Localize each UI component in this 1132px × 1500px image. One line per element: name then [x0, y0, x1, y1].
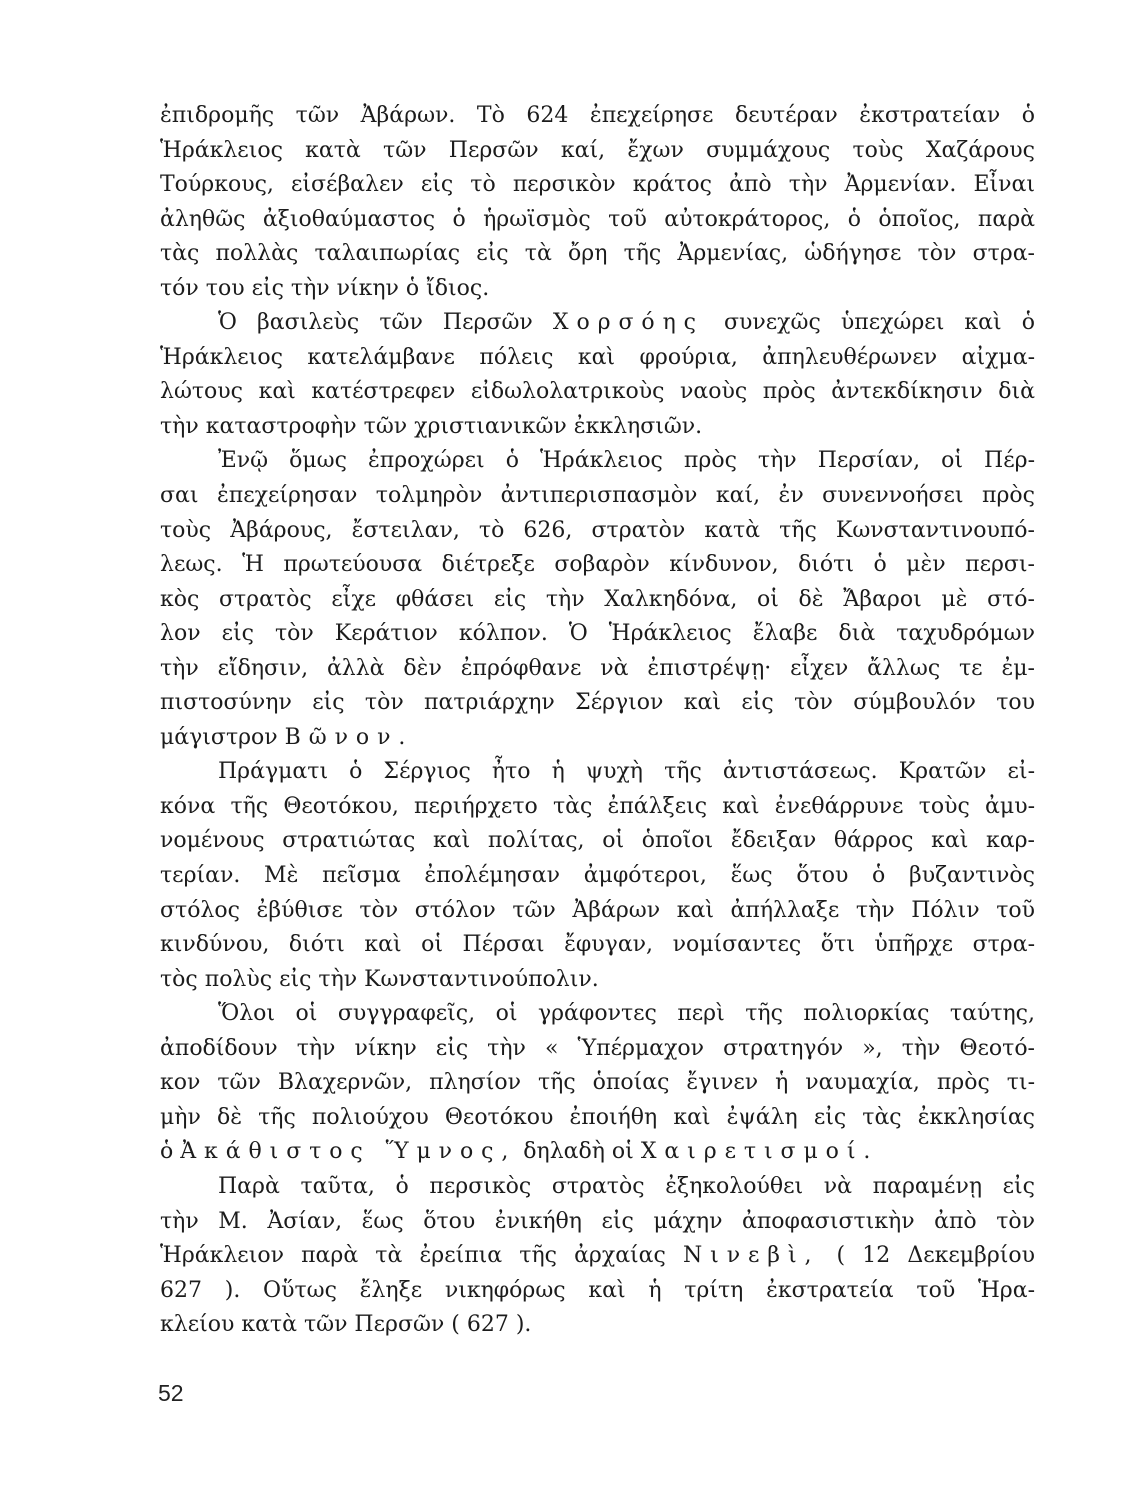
- paragraph: [160, 755, 1035, 997]
- text-line: [160, 410, 1035, 445]
- line-text: [160, 1239, 1035, 1274]
- text-line: [160, 894, 1035, 929]
- line-text: σαι ἐπεχείρησαν τολμηρὸν ἀντιπερισπασμὸν καί, ἐν συνεννοήσει πρὸς: [160, 483, 1035, 509]
- text-line: [160, 686, 1035, 721]
- text-line: [160, 617, 1035, 652]
- page-number: 52: [158, 1380, 184, 1406]
- line-text: 627 ). Οὕτως ἔληξε νικηφόρως καὶ ἡ τρίτη ἐκστρατεία τοῦ Ἡρα-: [160, 1277, 1035, 1303]
- line-text: [218, 306, 1035, 341]
- text-line: [160, 237, 1035, 272]
- line-text: Ἐνῷ ὅμως ἐπροχώρει ὁ Ἡράκλειος πρὸς τὴν Περσίαν, οἱ Πέρ-: [218, 448, 1035, 474]
- line-text: κινδύνου, διότι καὶ οἱ Πέρσαι ἔφυγαν, νομίσαντες ὅτι ὑπῆρχε στρα-: [160, 932, 1035, 958]
- text-line: [160, 721, 1035, 756]
- line-text: στόλος ἐβύθισε τὸν στόλον τῶν Ἀβάρων καὶ ἀπήλλαξε τὴν Πόλιν τοῦ: [160, 897, 1035, 923]
- line-text: Ἡράκλειος κατελάμβανε πόλεις καὶ φρούρια, ἀπηλευθέρωνεν αἰχμα-: [160, 344, 1035, 370]
- text-line: [160, 1239, 1035, 1274]
- text-line: [160, 1135, 1035, 1170]
- line-text: κόνα τῆς Θεοτόκου, περιήρχετο τὰς ἐπάλξεις καὶ ἐνεθάρρυνε τοὺς ἀμυ-: [160, 793, 1035, 819]
- letterspaced-word: Βῶνον.: [284, 724, 414, 750]
- line-text: τὴν εἴδησιν, ἀλλὰ δὲν ἐπρόφθανε νὰ ἐπιστρέψῃ· εἶχεν ἄλλως τε ἐμ-: [160, 655, 1035, 681]
- text-line: [160, 997, 1035, 1032]
- text-segment: δηλαδὴ οἱ: [516, 1139, 641, 1165]
- line-text: λον εἰς τὸν Κεράτιον κόλπον. Ὁ Ἡράκλειος ἔλαβε διὰ ταχυδρόμων: [160, 621, 1035, 647]
- letterspaced-word: Νινεβὶ,: [682, 1243, 820, 1269]
- text-line: [160, 963, 1035, 998]
- text-line: [160, 514, 1035, 549]
- letterspaced-word: Χορσόης: [552, 310, 704, 336]
- text-line: [160, 1066, 1035, 1101]
- text-line: [160, 1032, 1035, 1067]
- text-line: [160, 375, 1035, 410]
- line-text: κὸς στρατὸς εἶχε φθάσει εἰς τὴν Χαλκηδόνα, οἱ δὲ Ἄβαροι μὲ στό-: [160, 586, 1035, 612]
- text-line: [160, 755, 1035, 790]
- text-line: [160, 652, 1035, 687]
- line-text: Τούρκους, εἰσέβαλεν εἰς τὸ περσικὸν κράτος ἀπὸ τὴν Ἀρμενίαν. Εἶναι: [160, 172, 1035, 198]
- line-text: τερίαν. Μὲ πεῖσμα ἐπολέμησαν ἀμφότεροι, ἕως ὅτου ὁ βυζαντινὸς: [160, 863, 1035, 889]
- text-segment: Ὁ βασιλεὺς τῶν Περσῶν: [218, 310, 553, 336]
- text-line: [160, 168, 1035, 203]
- line-text: Ἡράκλειος κατὰ τῶν Περσῶν καί, ἔχων συμμάχους τοὺς Χαζάρους: [160, 137, 1035, 163]
- line-text: Ὅλοι οἱ συγγραφεῖς, οἱ γράφοντες περὶ τῆς πολιορκίας ταύτης,: [218, 1001, 1035, 1027]
- text-line: [160, 583, 1035, 618]
- line-text: μὴν δὲ τῆς πολιούχου Θεοτόκου ἐποιήθη καὶ ἐψάλη εἰς τὰς ἐκκλησίας: [160, 1104, 1035, 1130]
- line-text: τὸς πολὺς εἰς τὴν Κωνσταντινούπολιν.: [160, 966, 599, 992]
- text-line: [160, 1274, 1035, 1309]
- line-text: ἐπιδρομῆς τῶν Ἀβάρων. Τὸ 624 ἐπεχείρησε δευτέραν ἐκστρατείαν ὁ: [160, 103, 1035, 128]
- text-segment: Ἡράκλειον παρὰ τὰ ἐρείπια τῆς ἀρχαίας: [160, 1243, 683, 1269]
- line-text: τοὺς Ἀβάρους, ἔστειλαν, τὸ 626, στρατὸν κατὰ τῆς Κωνσταντινουπό-: [160, 517, 1035, 543]
- line-text: τόν του εἰς τὴν νίκην ὁ ἴδιος.: [160, 275, 490, 301]
- text-line: [160, 341, 1035, 376]
- line-text: τὴν καταστροφὴν τῶν χριστιανικῶν ἐκκλησιῶν.: [160, 413, 703, 439]
- text-line: [160, 1308, 1035, 1343]
- paragraph: [160, 1170, 1035, 1343]
- paragraph: [160, 306, 1035, 444]
- paragraph: [160, 444, 1035, 755]
- body-text: [160, 99, 1035, 1343]
- line-text: νομένους στρατιώτας καὶ πολίτας, οἱ ὁποῖοι ἔδειξαν θάρρος καὶ καρ-: [160, 828, 1035, 854]
- text-line: [160, 306, 1035, 341]
- line-text: Παρὰ ταῦτα, ὁ περσικὸς στρατὸς ἐξηκολούθει νὰ παραμένῃ εἰς: [218, 1173, 1035, 1199]
- line-text: τὰς πολλὰς ταλαιπωρίας εἰς τὰ ὄρη τῆς Ἀρμενίας, ὡδήγησε τὸν στρα-: [160, 241, 1035, 267]
- line-text: ἀληθῶς ἀξιοθαύμαστος ὁ ἡρωϊσμὸς τοῦ αὐτοκράτορος, ὁ ὁποῖος, παρὰ: [160, 206, 1035, 232]
- line-text: πιστοσύνην εἰς τὸν πατριάρχην Σέργιον καὶ εἰς τὸν σύμβουλόν του: [160, 690, 1035, 716]
- line-text: [160, 721, 413, 756]
- text-line: [160, 1170, 1035, 1205]
- text-line: [160, 790, 1035, 825]
- text-line: [160, 928, 1035, 963]
- paragraph: [160, 997, 1035, 1170]
- text-line: [160, 824, 1035, 859]
- line-text: κον τῶν Βλαχερνῶν, πλησίον τῆς ὁποίας ἔγινεν ἡ ναυμαχία, πρὸς τι-: [160, 1070, 1035, 1096]
- letterspaced-word: Ἀκάθιστος Ὕμνος,: [180, 1139, 517, 1165]
- text-line: [160, 134, 1035, 169]
- paragraph: [160, 99, 1035, 306]
- line-text: Πράγματι ὁ Σέργιος ἦτο ἡ ψυχὴ τῆς ἀντιστάσεως. Κρατῶν εἰ-: [218, 759, 1035, 785]
- text-line: [160, 479, 1035, 514]
- letterspaced-word: Χαιρετισμοί.: [640, 1139, 879, 1165]
- line-text: λεως. Ἡ πρωτεύουσα διέτρεξε σοβαρὸν κίνδυνον, διότι ὁ μὲν περσι-: [160, 552, 1035, 578]
- line-text: τὴν Μ. Ἀσίαν, ἕως ὅτου ἐνικήθη εἰς μάχην ἀποφασιστικὴν ἀπὸ τὸν: [160, 1208, 1035, 1234]
- text-segment: μάγιστρον: [160, 724, 285, 750]
- text-segment: συνεχῶς ὑπεχώρει καὶ ὁ: [703, 310, 1035, 336]
- text-line: [160, 1101, 1035, 1136]
- line-text: ἀποδίδουν τὴν νίκην εἰς τὴν « Ὑπέρμαχον στρατηγόν », τὴν Θεοτό-: [160, 1035, 1035, 1061]
- text-line: [160, 99, 1035, 134]
- text-line: [160, 859, 1035, 894]
- text-line: [160, 272, 1035, 307]
- text-segment: ὁ: [160, 1139, 181, 1165]
- line-text: λώτους καὶ κατέστρεφεν εἰδωλολατρικοὺς ναοὺς πρὸς ἀντεκδίκησιν διὰ: [160, 379, 1035, 405]
- text-line: [160, 203, 1035, 238]
- text-line: [160, 444, 1035, 479]
- text-segment: ( 12 Δεκεμβρίου: [819, 1243, 1035, 1269]
- line-text: [160, 1135, 878, 1170]
- line-text: κλείου κατὰ τῶν Περσῶν ( 627 ).: [160, 1312, 532, 1338]
- text-line: [160, 548, 1035, 583]
- text-line: [160, 1205, 1035, 1240]
